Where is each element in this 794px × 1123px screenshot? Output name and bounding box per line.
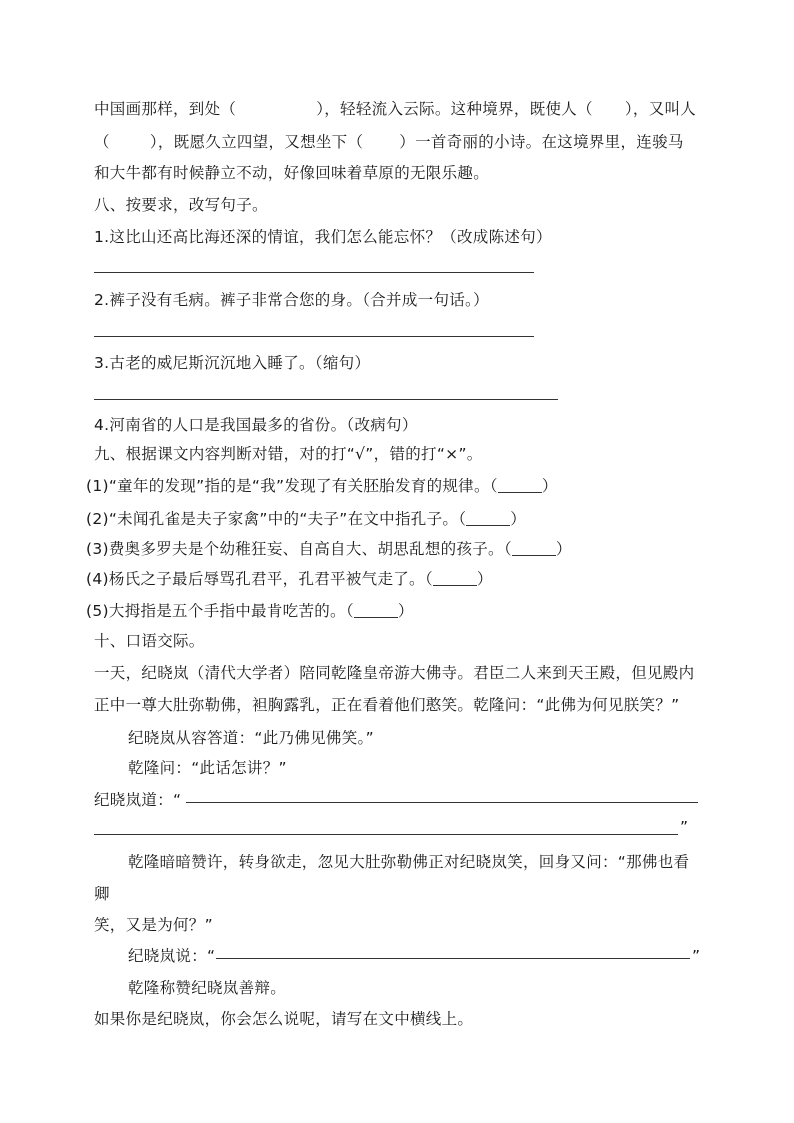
answer-line-1[interactable] [94, 272, 534, 273]
instruction-line: 如果你是纪晓岚，你会怎么说呢，请写在文中横线上。 [94, 1010, 474, 1028]
dialogue-answer-label: 纪晓岚说：“ [128, 947, 216, 965]
answer-blank[interactable] [354, 602, 398, 618]
dialogue-paragraph-line: 卿 [94, 885, 110, 903]
judge-item-3: (3)费奥多罗夫是个幼稚狂妄、自高自大、胡思乱想的孩子。（ ） [86, 540, 572, 558]
passage-text: （ [94, 133, 110, 151]
judge-item-2: (2)“未闻孔雀是夫子家禽”中的“夫子”在文中指孔子。（ ） [86, 510, 527, 528]
dialogue-answer-line-1[interactable] [186, 802, 698, 803]
dialogue-paragraph-line: 正中一尊大肚弥勒佛，袒胸露乳，正在看着他们憨笑。乾隆问：“此佛为何见朕笑？” [94, 696, 680, 714]
answer-line-2[interactable] [94, 336, 534, 337]
dialogue-answer-line-2[interactable] [94, 834, 678, 835]
passage-line-1 [94, 98, 696, 120]
answer-line-3[interactable] [94, 399, 558, 400]
passage-line-3: 和大牛都有时候静立不动，好像回味着草原的无限乐趣。 [94, 164, 490, 182]
closing-quote: ” [692, 947, 701, 965]
dialogue-line: 乾隆称赞纪晓岚善辩。 [128, 979, 287, 997]
rewrite-item-4: 4.河南省的人口是我国最多的省份。（改病句） [94, 416, 418, 434]
closing-quote: ” [680, 818, 689, 836]
answer-blank[interactable] [433, 570, 477, 586]
answer-blank[interactable] [466, 510, 510, 526]
passage-text: ），又叫人 [624, 100, 697, 118]
judge-item-5: (5)大拇指是五个手指中最肯吃苦的。（ ） [86, 602, 414, 620]
dialogue-line: 纪晓岚从容答道：“此乃佛见佛笑。” [128, 729, 374, 747]
judge-item-1: (1)“童年的发现”指的是“我”发现了有关胚胎发育的规律。（ ） [86, 477, 558, 495]
passage-line-2 [94, 131, 684, 153]
dialogue-answer-line-3[interactable] [216, 958, 690, 959]
passage-text: ）一首奇丽的小诗。在这境界里，连骏马 [399, 133, 684, 151]
passage-text: ），既愿久立四望，又想坐下（ [149, 133, 364, 151]
rewrite-item-3: 3.古老的威尼斯沉沉地入睡了。（缩句） [94, 354, 371, 372]
dialogue-paragraph-line: 一天，纪晓岚（清代大学者）陪同乾隆皇帝游大佛寺。君臣二人来到天王殿，但见殿内 [94, 664, 695, 682]
section-9-heading: 九、根据课文内容判断对错，对的打“√”，错的打“×”。 [94, 445, 483, 463]
passage-text: 中国画那样，到处（ [94, 100, 237, 118]
dialogue-paragraph-line: 笑，又是为何？” [94, 916, 213, 934]
answer-blank[interactable] [498, 477, 542, 493]
rewrite-item-2: 2.裤子没有毛病。裤子非常合您的身。（合并成一句话。） [94, 291, 489, 309]
dialogue-answer-label: 纪晓岚道：“ [94, 791, 182, 809]
rewrite-item-1: 1.这比山还高比海还深的情谊，我们怎么能忘怀？（改成陈述句） [94, 228, 552, 246]
dialogue-paragraph-line: 乾隆暗暗赞许，转身欲走，忽见大肚弥勒佛正对纪晓岚笑，回身又问：“那佛也看 [128, 853, 690, 871]
dialogue-line: 乾隆问：“此话怎讲？” [128, 759, 287, 777]
section-8-heading: 八、按要求，改写句子。 [94, 196, 268, 214]
answer-blank[interactable] [512, 540, 556, 556]
section-10-heading: 十、口语交际。 [94, 632, 205, 650]
judge-item-4: (4)杨氏之子最后辱骂孔君平，孔君平被气走了。（ ） [86, 570, 493, 588]
passage-text: ），轻轻流入云际。这种境界，既使人（ [316, 100, 593, 118]
